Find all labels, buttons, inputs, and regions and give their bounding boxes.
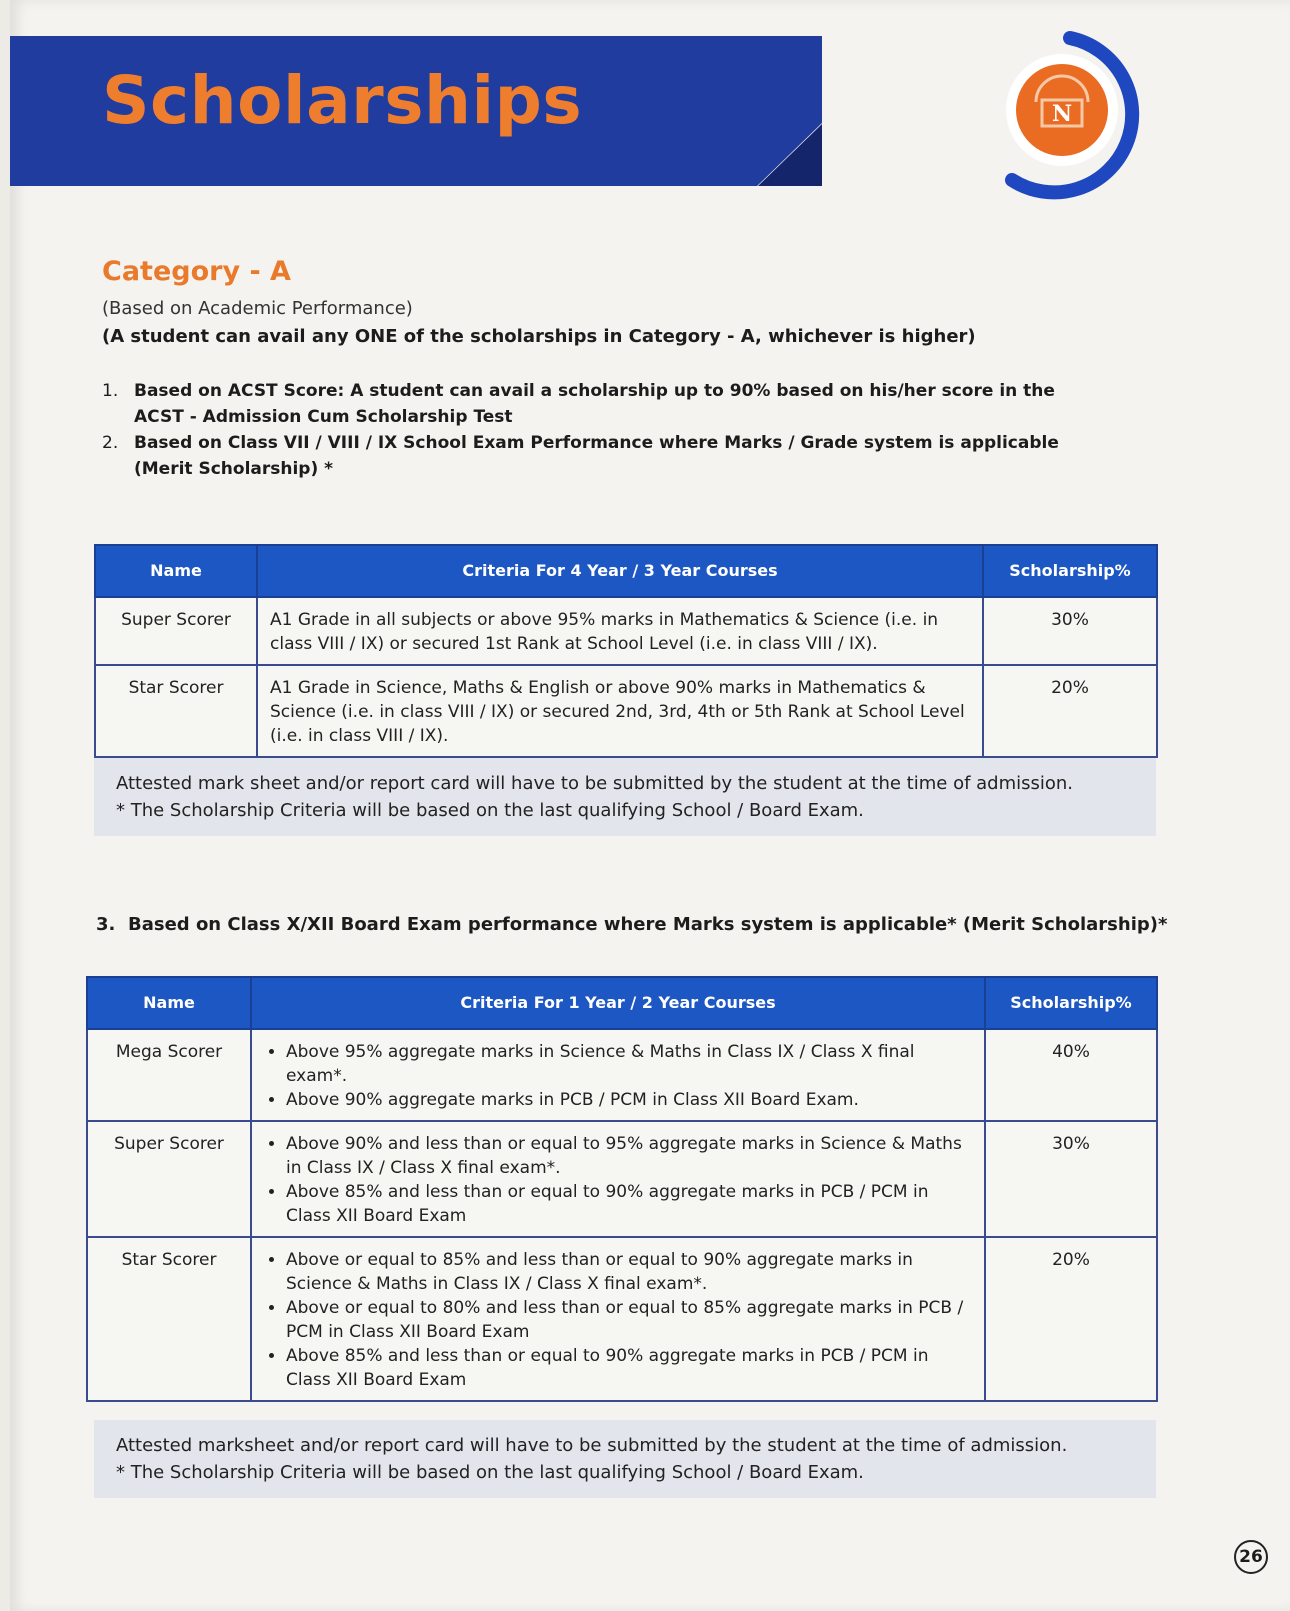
criteria-bullet: • Above 90% aggregate marks in PCB / PCM in Class XII Board Exam. [286, 1088, 972, 1112]
criteria-bullet: • Above or equal to 80% and less than or equal to 85% aggregate marks in PCB / PCM in Class XII Board Exam [286, 1296, 972, 1344]
col-header-pct: Scholarship% [983, 545, 1157, 597]
cell-pct: 30% [985, 1121, 1157, 1237]
col-header-criteria: Criteria For 4 Year / 3 Year Courses [257, 545, 983, 597]
col-header-pct: Scholarship% [985, 977, 1157, 1029]
cell-pct: 20% [983, 665, 1157, 757]
note-line: * The Scholarship Criteria will be based on the last qualifying School / Board Exam. [116, 1462, 864, 1483]
category-note: (A student can avail any ONE of the scholarships in Category - A, whichever is higher) [102, 326, 976, 347]
section-3-text: Based on Class X/XII Board Exam performance where Marks system is applicable* (Merit Scholarship)* [128, 914, 1168, 935]
note-line: * The Scholarship Criteria will be based on the last qualifying School / Board Exam. [116, 800, 864, 821]
col-header-criteria: Criteria For 1 Year / 2 Year Courses [251, 977, 985, 1029]
cell-pct: 20% [985, 1237, 1157, 1401]
criteria-bullet: • Above 85% and less than or equal to 90% aggregate marks in PCB / PCM in Class XII Board Exam [286, 1180, 972, 1228]
table-row [87, 1029, 1157, 1121]
cell-name: Super Scorer [95, 597, 257, 665]
table-row [95, 665, 1157, 757]
table-header-row [87, 977, 1157, 1029]
list-item-number: 2. [102, 433, 119, 453]
category-subtitle: (Based on Academic Performance) [102, 298, 413, 319]
col-header-name: Name [87, 977, 251, 1029]
section-3-number: 3. [96, 914, 116, 935]
list-item-text: Based on Class VII / VIII / IX School Exam Performance where Marks / Grade system is applicable (Merit Scholarship) * [134, 433, 1059, 479]
brochure-page [10, 0, 1290, 1611]
list-item-text: Based on ACST Score: A student can avail a scholarship up to 90% based on his/her score in the ACST - Admission Cum Scholarship Test [134, 381, 1055, 427]
table-row [87, 1237, 1157, 1401]
cell-criteria: A1 Grade in all subjects or above 95% marks in Mathematics & Science (i.e. in class VIII / IX) or secured 1st Rank at School Level (i.e. in class VIII / IX). [257, 597, 983, 665]
cell-criteria: A1 Grade in Science, Maths & English or above 90% marks in Mathematics & Science (i.e. in class VIII / IX) or secured 2nd, 3rd, 4th or 5th Rank at School Level (i.e. in class VIII / IX). [257, 665, 983, 757]
page-title: Scholarships [102, 62, 583, 139]
cell-name: Star Scorer [95, 665, 257, 757]
institute-logo-icon [1000, 30, 1150, 200]
table-row [95, 597, 1157, 665]
table-row [87, 1121, 1157, 1237]
col-header-name: Name [95, 545, 257, 597]
criteria-bullet: • Above 90% and less than or equal to 95% aggregate marks in Science & Maths in Class IX / Class X final exam*. [286, 1132, 972, 1180]
criteria-bullet: • Above or equal to 85% and less than or equal to 90% aggregate marks in Science & Maths in Class IX / Class X final exam*. [286, 1248, 972, 1296]
submission-note-1 [94, 758, 1156, 836]
criteria-bullet: • Above 85% and less than or equal to 90% aggregate marks in PCB / PCM in Class XII Board Exam [286, 1344, 972, 1392]
section-3-heading [96, 914, 1167, 935]
cell-pct: 40% [985, 1029, 1157, 1121]
table-header-row [95, 545, 1157, 597]
list-item [102, 430, 1062, 482]
cell-criteria [251, 1029, 985, 1121]
category-title: Category - A [102, 256, 291, 287]
submission-note-2 [94, 1420, 1156, 1498]
cell-criteria [251, 1237, 985, 1401]
list-item-number: 1. [102, 381, 119, 401]
note-line: Attested marksheet and/or report card will have to be submitted by the student at the time of admission. [116, 1435, 1068, 1456]
cell-pct: 30% [983, 597, 1157, 665]
cell-criteria [251, 1121, 985, 1237]
page-number: 26 [1234, 1540, 1268, 1574]
criteria-list [102, 378, 1062, 482]
cell-name: Super Scorer [87, 1121, 251, 1237]
criteria-bullet: • Above 95% aggregate marks in Science & Maths in Class IX / Class X final exam*. [286, 1040, 972, 1088]
scholarship-table-1yr [86, 976, 1158, 1402]
logo-letter: N [1051, 101, 1073, 127]
note-line: Attested mark sheet and/or report card will have to be submitted by the student at the time of admission. [116, 773, 1074, 794]
list-item [102, 378, 1062, 430]
scholarship-table-4yr [94, 544, 1158, 758]
cell-name: Mega Scorer [87, 1029, 251, 1121]
cell-name: Star Scorer [87, 1237, 251, 1401]
